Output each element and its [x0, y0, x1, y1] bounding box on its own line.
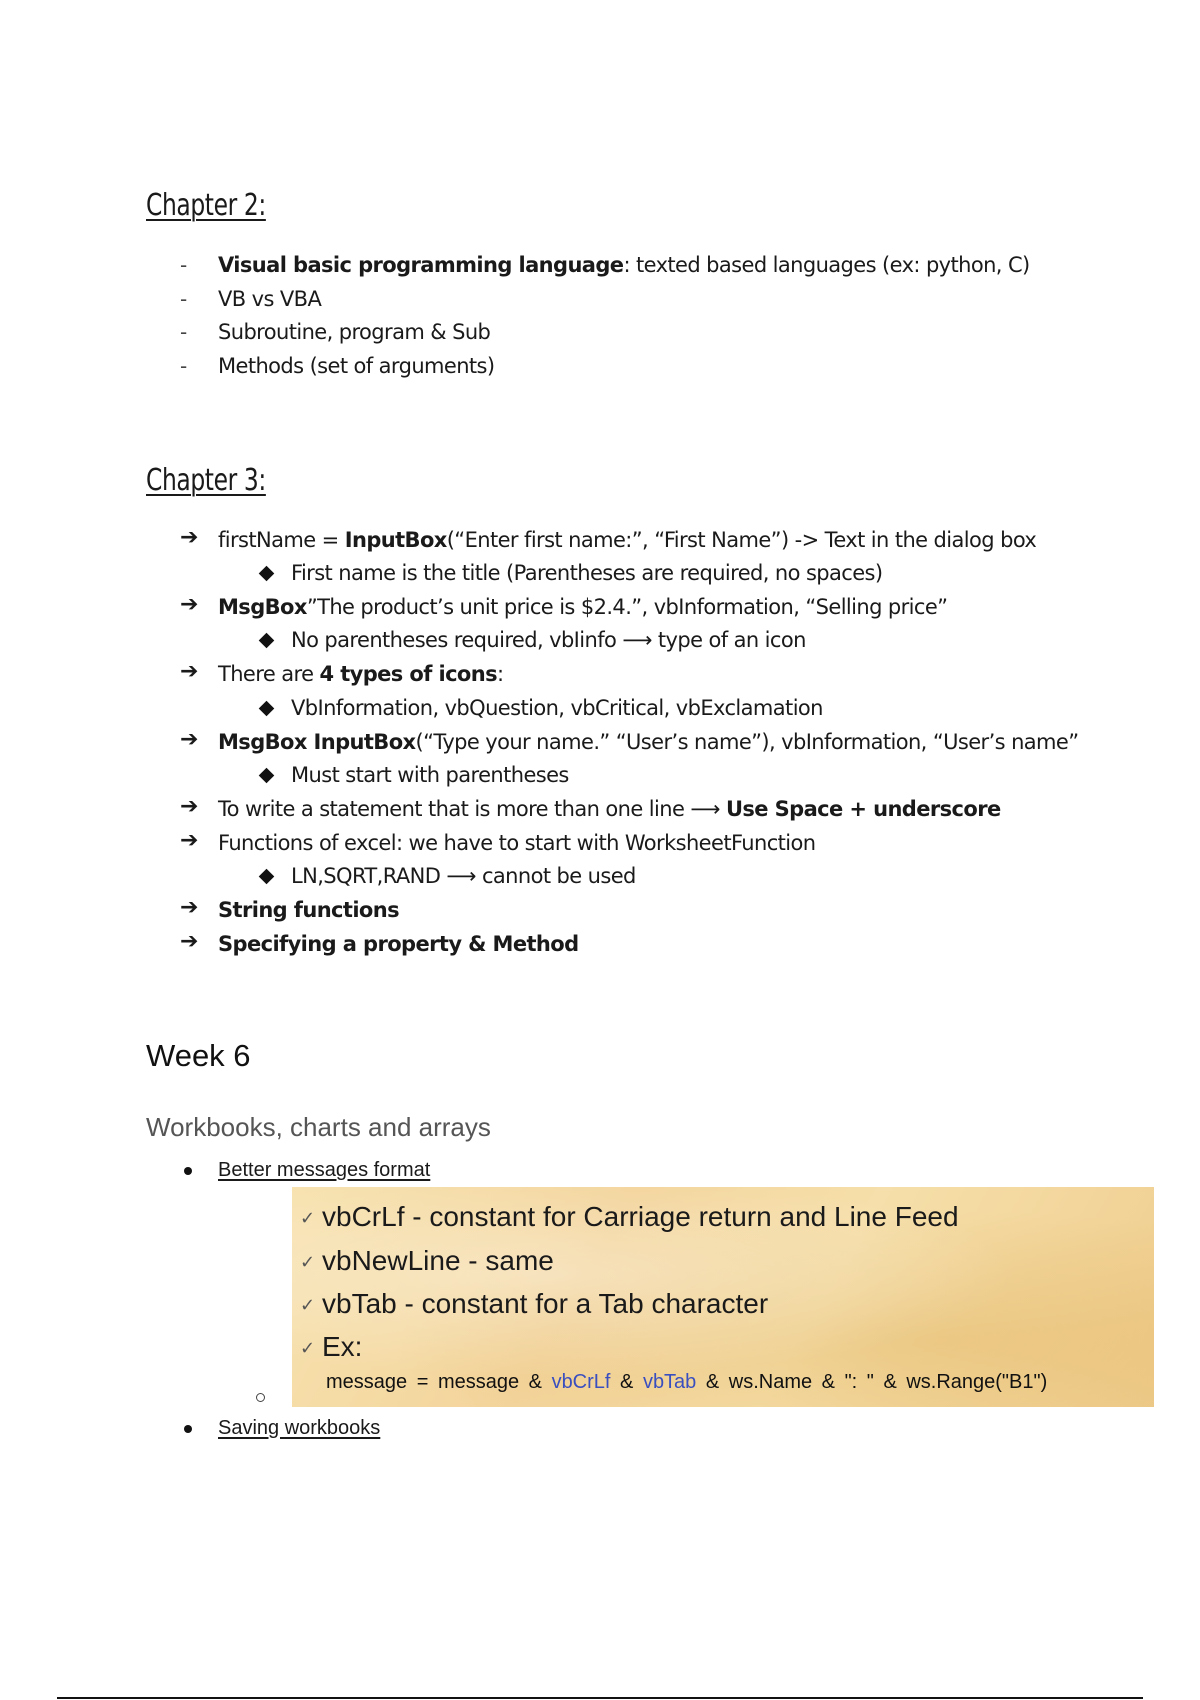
better-messages-link[interactable]: Better messages format — [218, 1159, 431, 1181]
slide-row — [300, 1245, 554, 1277]
list-item-text: String functions — [218, 898, 400, 922]
week-6-heading: Week 6 — [146, 1038, 251, 1073]
dash-bullet-icon: - — [180, 253, 188, 277]
list-item-text: VB vs VBA — [218, 287, 322, 311]
slide-row — [300, 1288, 768, 1320]
list-item-text: Visual basic programming language: texted based languages (ex: python, C) — [218, 253, 1030, 277]
list-item-text: There are 4 types of icons: — [218, 662, 504, 686]
chapter-3-heading: Chapter 3: — [146, 463, 266, 498]
diamond-bullet-icon — [259, 701, 275, 717]
right-arrow-icon: ➔ — [180, 794, 199, 819]
dash-bullet-icon: - — [180, 287, 188, 311]
list-item-text: LN,SQRT,RAND ⟶ cannot be used — [291, 864, 636, 888]
list-item-text: Specifying a property & Method — [218, 932, 579, 956]
diamond-bullet-icon — [259, 768, 275, 784]
page-divider — [57, 1697, 1143, 1699]
hollow-bullet-icon — [256, 1393, 265, 1402]
check-icon: ✓ — [300, 1338, 316, 1359]
check-icon: ✓ — [300, 1252, 316, 1273]
right-arrow-icon: ➔ — [180, 592, 199, 617]
slide-row-text: vbNewLine - same — [322, 1245, 554, 1276]
code-example — [326, 1371, 1047, 1394]
check-icon: ✓ — [300, 1208, 316, 1229]
code-keyword: vbTab — [642, 1371, 697, 1393]
code-part: & — [620, 1371, 634, 1393]
list-item-text: To write a statement that is more than one line ⟶ Use Space + underscore — [218, 797, 1001, 821]
list-item-text: MsgBox InputBox(“Type your name.” “User’s name”), vbInformation, “User’s name” — [218, 730, 1079, 754]
list-item-text: Subroutine, program & Sub — [218, 320, 491, 344]
code-part: message = message & — [326, 1371, 542, 1393]
right-arrow-icon: ➔ — [180, 929, 199, 954]
list-item-text: MsgBox”The product’s unit price is $2.4.”, vbInformation, “Selling price” — [218, 595, 948, 619]
list-item-text: First name is the title (Parentheses are required, no spaces) — [291, 561, 883, 585]
list-item-text: No parentheses required, vbIinfo ⟶ type of an icon — [291, 628, 806, 652]
diamond-bullet-icon — [259, 633, 275, 649]
list-item-text: Functions of excel: we have to start with WorksheetFunction — [218, 831, 816, 855]
slide-image — [292, 1187, 1154, 1407]
slide-row-text: Ex: — [322, 1331, 363, 1362]
chapter-2-heading: Chapter 2: — [146, 188, 266, 223]
bullet-icon — [184, 1425, 192, 1433]
slide-row-text: vbTab - constant for a Tab character — [322, 1288, 769, 1319]
code-part: & ws.Name & ": " & ws.Range("B1") — [705, 1371, 1048, 1393]
code-keyword: vbCrLf — [551, 1371, 611, 1393]
list-item-text: Methods (set of arguments) — [218, 354, 495, 378]
slide-row — [300, 1331, 362, 1363]
right-arrow-icon: ➔ — [180, 895, 199, 920]
right-arrow-icon: ➔ — [180, 659, 199, 684]
dash-bullet-icon: - — [180, 320, 188, 344]
dash-bullet-icon: - — [180, 354, 188, 378]
list-item-text: firstName = InputBox(“Enter first name:”, “First Name”) -> Text in the dialog box — [218, 528, 1037, 552]
list-item-text: Must start with parentheses — [291, 763, 569, 787]
saving-workbooks-link[interactable]: Saving workbooks — [218, 1417, 381, 1439]
slide-row-text: vbCrLf - constant for Carriage return and Line Feed — [322, 1201, 959, 1232]
week-6-subtitle: Workbooks, charts and arrays — [146, 1112, 491, 1142]
right-arrow-icon: ➔ — [180, 828, 199, 853]
right-arrow-icon: ➔ — [180, 727, 199, 752]
diamond-bullet-icon — [259, 869, 275, 885]
list-item-text: VbInformation, vbQuestion, vbCritical, vbExclamation — [291, 696, 823, 720]
bullet-icon — [184, 1167, 192, 1175]
check-icon: ✓ — [300, 1295, 316, 1316]
right-arrow-icon: ➔ — [180, 525, 199, 550]
slide-row — [300, 1201, 959, 1233]
diamond-bullet-icon — [259, 566, 275, 582]
